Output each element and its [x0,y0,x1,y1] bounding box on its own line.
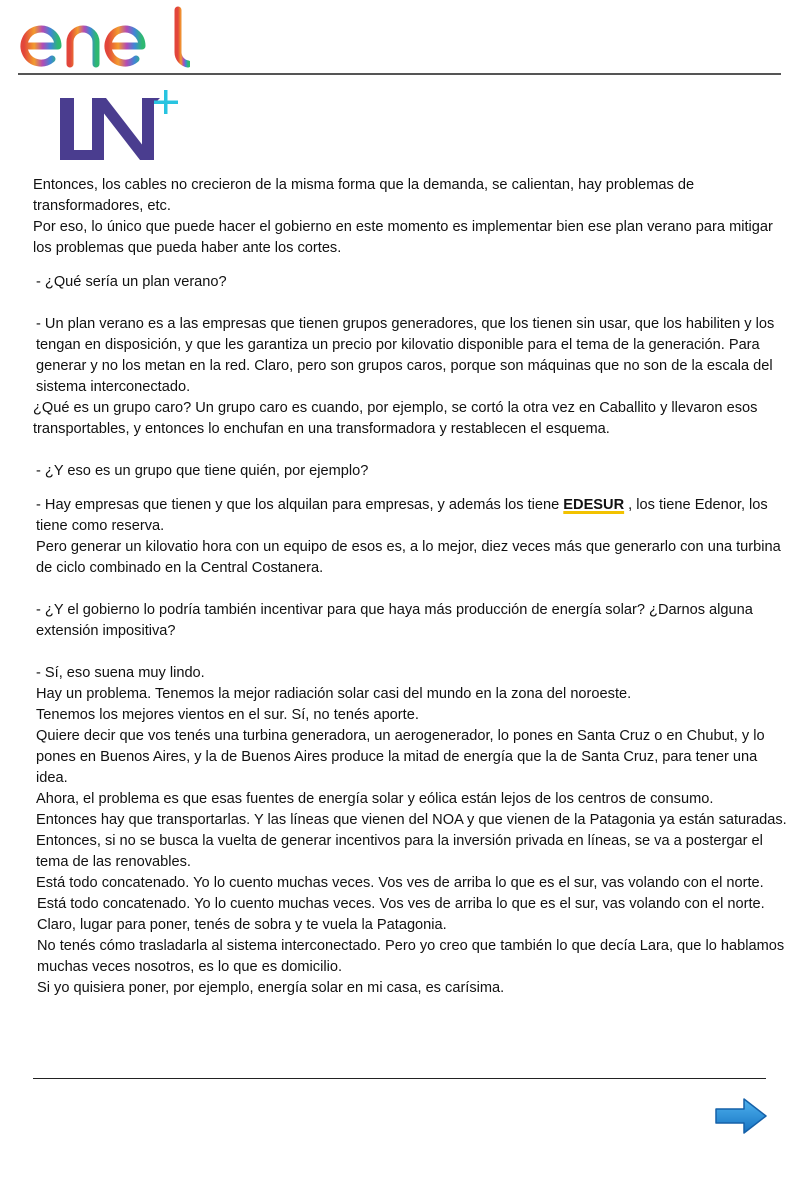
answer-paragraph: ¿Qué es un grupo caro? Un grupo caro es cuando, por ejemplo, se cortó la otra vez en Caballito y llevaron esos transportables, y entonces lo enchufan en una transformadora y restablecen el esquema. [33,400,758,437]
answer-paragraph: Está todo concatenado. Yo lo cuento muchas veces. Vos ves de arriba lo que es el sur, vas volando con el norte. [36,875,764,891]
ln-plus-logo [58,88,182,164]
answer-paragraph: Si yo quisiera poner, por ejemplo, energía solar en mi casa, es carísima. [37,980,505,996]
answer-paragraph: Quiere decir que vos tenés una turbina generadora, un aerogenerador, lo pones en Santa Cruz o en Chubut, y lo pones en Buenos Aires, y la de Buenos Aires produce la mitad de energía que la de Santa Cruz, para tener una idea. [36,728,765,786]
answer-text: , los tiene Edenor, los tiene como reserva. [36,497,768,534]
answer-paragraph: Entonces, si no se busca la vuelta de generar incentivos para la inversión privada en líneas, se va a postergar el tema de las renovables. [36,833,763,870]
answer-paragraph [33,495,791,537]
question: - ¿Y eso es un grupo que tiene quién, por ejemplo? [36,463,369,479]
answer-paragraph: Tenemos los mejores vientos en el sur. Sí, no tenés aporte. [36,707,419,723]
answer-paragraph: Entonces hay que transportarlas. Y las líneas que vienen del NOA y que vienen de la Patagonia ya están saturadas. [36,812,787,828]
arrow-right-icon[interactable] [714,1097,768,1135]
answer-paragraph: Claro, lugar para poner, tenés de sobra y te vuela la Patagonia. [37,917,447,933]
answer-paragraph: Ahora, el problema es que esas fuentes de energía solar y eólica están lejos de los centros de consumo. [36,791,714,807]
footer-divider [33,1078,766,1079]
answer-paragraph: Pero generar un kilovatio hora con un equipo de esos es, a lo mejor, diez veces más que generarlo con una turbina de ciclo combinado en la Central Costanera. [36,539,781,576]
question: - ¿Y el gobierno lo podría también incentivar para que haya más producción de energía solar? ¿Darnos alguna extensión impositiva? [36,602,753,639]
paragraph: Entonces, los cables no crecieron de la misma forma que la demanda, se calientan, hay problemas de transformadores, etc. [33,177,695,214]
answer-paragraph: - Sí, eso suena muy lindo. [36,665,205,681]
answer-paragraph: Está todo concatenado. Yo lo cuento muchas veces. Vos ves de arriba lo que es el sur, vas volando con el norte. [37,896,765,912]
enel-logo [18,6,190,70]
answer-paragraph: No tenés cómo trasladarla al sistema interconectado. Pero yo creo que también lo que decía Lara, que lo hablamos muchas veces nosotros, es lo que es domicilio. [37,938,785,975]
highlighted-company: EDESUR [563,497,625,513]
question: - ¿Qué sería un plan verano? [36,274,227,290]
answer-paragraph: Hay un problema. Tenemos la mejor radiación solar casi del mundo en la zona del noroeste. [36,686,632,702]
paragraph: Por eso, lo único que puede hacer el gobierno en este momento es implementar bien ese plan verano para mitigar los problemas que pueda haber ante los cortes. [33,219,773,256]
article-body [33,175,791,999]
answer-paragraph: - Un plan verano es a las empresas que tienen grupos generadores, que los tienen sin usar, que los habiliten y los tengan en disposición, y que les garantiza un precio por kilovatio disponible para el tema de la generación. Para generar y no los metan en la red. Claro, pero son grupos caros, porque son máquinas que no son de la escala del sistema interconectado. [36,316,775,395]
answer-text: - Hay empresas que tienen y que los alquilan para empresas, y además los tiene [36,497,564,513]
header-divider [18,73,781,75]
